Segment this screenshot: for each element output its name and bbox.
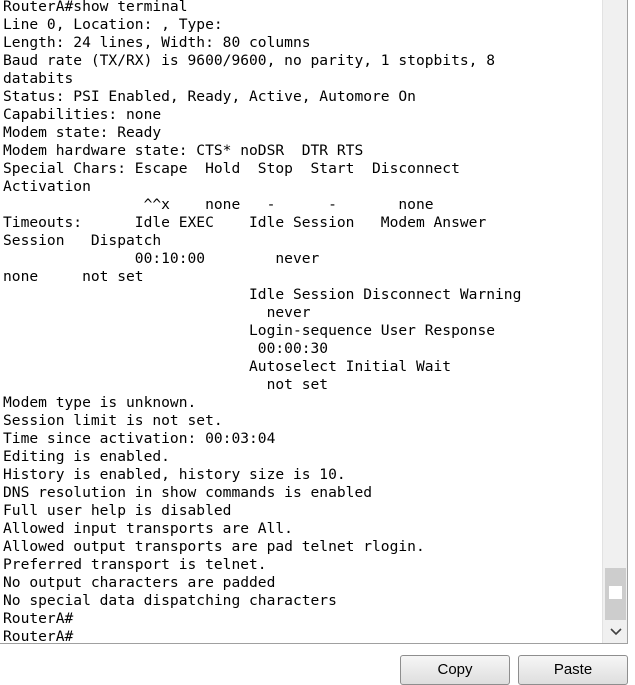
terminal-line: Length: 24 lines, Width: 80 columns	[3, 34, 311, 51]
chevron-down-icon	[610, 628, 622, 636]
terminal-line: Editing is enabled.	[3, 448, 170, 465]
terminal-line: Modem type is unknown.	[3, 394, 197, 411]
terminal-line: databits	[3, 70, 74, 87]
terminal-line: Capabilities: none	[3, 106, 162, 123]
scroll-thumb[interactable]	[605, 568, 626, 620]
terminal-line: Autoselect Initial Wait	[3, 358, 452, 375]
terminal-line: Line 0, Location: , Type:	[3, 16, 223, 33]
terminal-line: not set	[3, 376, 329, 393]
terminal-line: Idle Session Disconnect Warning	[3, 286, 522, 303]
terminal-line: never	[3, 304, 311, 321]
terminal-line: Activation	[3, 178, 91, 195]
terminal-line: none not set	[3, 268, 144, 285]
terminal-line: DNS resolution in show commands is enabled	[3, 484, 373, 501]
terminal-line: ^^x none - - none	[3, 196, 434, 213]
terminal-line: RouterA#	[3, 610, 74, 627]
terminal-line: History is enabled, history size is 10.	[3, 466, 346, 483]
terminal-line: RouterA#show terminal	[3, 0, 188, 15]
terminal-line: Modem state: Ready	[3, 124, 162, 141]
vertical-scrollbar[interactable]	[602, 0, 628, 643]
terminal-output[interactable]	[3, 0, 601, 644]
terminal-line: Session Dispatch	[3, 232, 162, 249]
terminal-line: Login-sequence User Response	[3, 322, 496, 339]
terminal-line: Time since activation: 00:03:04	[3, 430, 276, 447]
terminal-line: Status: PSI Enabled, Ready, Active, Automore On	[3, 88, 416, 105]
terminal-line: Allowed input transports are All.	[3, 520, 293, 537]
terminal-line: Special Chars: Escape Hold Stop Start Disconnect	[3, 160, 460, 177]
paste-button[interactable]: Paste	[518, 655, 628, 685]
terminal-line: 00:00:30	[3, 340, 329, 357]
terminal-line: 00:10:00 never	[3, 250, 320, 267]
copy-button[interactable]: Copy	[400, 655, 510, 685]
terminal-line: Timeouts: Idle EXEC Idle Session Modem Answer	[3, 214, 487, 231]
scroll-down-button[interactable]	[603, 623, 628, 641]
terminal-line: RouterA#	[3, 628, 74, 644]
terminal-line: Session limit is not set.	[3, 412, 223, 429]
scroll-grip	[609, 586, 622, 599]
terminal-line: No special data dispatching characters	[3, 592, 337, 609]
terminal-line: Preferred transport is telnet.	[3, 556, 267, 573]
terminal-line: Full user help is disabled	[3, 502, 232, 519]
terminal-line: Modem hardware state: CTS* noDSR DTR RTS	[3, 142, 364, 159]
terminal-line: Allowed output transports are pad telnet rlogin.	[3, 538, 425, 555]
terminal-line: Baud rate (TX/RX) is 9600/9600, no parity, 1 stopbits, 8	[3, 52, 496, 69]
terminal-line: No output characters are padded	[3, 574, 276, 591]
